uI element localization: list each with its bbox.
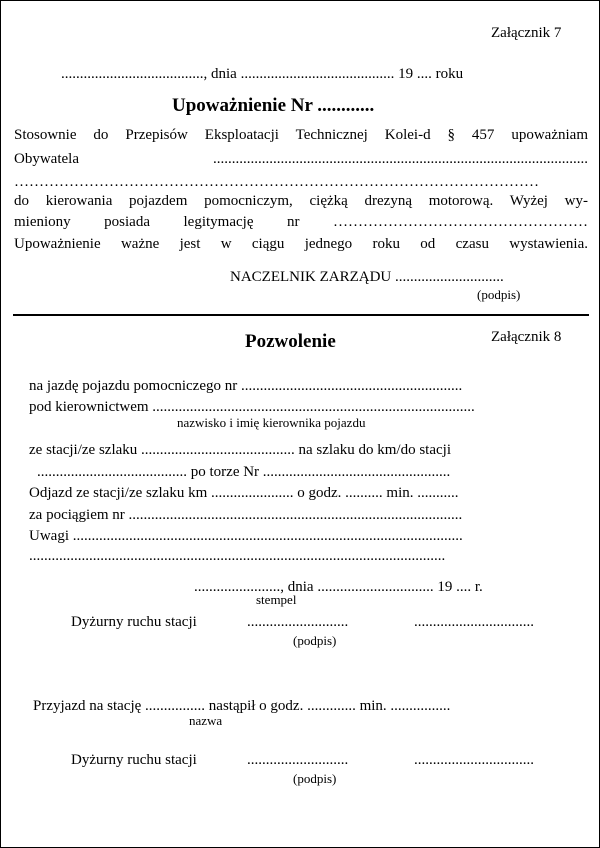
from-station-line: ze stacji/ze szlaku ......................................... na szlaku do km/do stacji xyxy=(29,442,451,458)
permit-date-line: ......................., dnia ............................... 19 .... r. xyxy=(194,579,483,595)
authorization-line-5: mieniony posiada legitymację nr …………………………………………… xyxy=(14,214,588,230)
date-line: ......................................, dnia ......................................... 19 .... roku xyxy=(61,66,464,82)
dispatcher-label-2: Dyżurny ruchu stacji xyxy=(71,752,197,768)
dispatcher2-dots-1: ........................... xyxy=(247,752,349,768)
attachment-8-label: Załącznik 8 xyxy=(491,329,562,345)
authorization-line-3: …………………………………………………………………………………………… xyxy=(14,174,539,190)
remarks-continuation-line: ............................................................................................................... xyxy=(29,548,446,564)
remarks-line: Uwagi ........................................................................................................ xyxy=(29,528,463,544)
signature-caption: (podpis) xyxy=(477,287,521,302)
authorization-line-6: Upoważnienie ważne jest w ciągu jednego roku od czasu wystawienia. xyxy=(14,236,588,252)
authorization-line-2: Obywatela .................................................................................................... xyxy=(14,151,588,167)
section-divider xyxy=(13,314,589,316)
director-signature-line: NACZELNIK ZARZĄDU ............................. xyxy=(230,269,504,285)
authorization-line-4: do kierowania pojazdem pomocniczym, ciężką drezyną motorową. Wyżej wy- xyxy=(14,193,588,209)
permit-title: Pozwolenie xyxy=(245,331,336,352)
authorization-title: Upoważnienie Nr ............ xyxy=(172,95,375,116)
dispatcher2-signature-caption: (podpis) xyxy=(293,771,337,786)
dispatcher2-dots-2: ................................ xyxy=(414,752,534,768)
track-line: ........................................ po torze Nr .................................................. xyxy=(37,464,451,480)
arrival-line: Przyjazd na stację ................ nastąpił o godz. ............. min. ................ xyxy=(33,698,451,714)
attachment-7-label: Załącznik 7 xyxy=(491,25,562,41)
supervisor-line: pod kierownictwem ...................................................................................... xyxy=(29,399,475,415)
dispatcher-dots-1: ........................... xyxy=(247,614,349,630)
dispatcher-signature-caption: (podpis) xyxy=(293,633,337,648)
train-line: za pociągiem nr ......................................................................................... xyxy=(29,507,463,523)
authorization-line-1: Stosownie do Przepisów Eksploatacji Technicznej Kolei-d § 457 upoważniam xyxy=(14,127,588,143)
supervisor-caption: nazwisko i imię kierownika pojazdu xyxy=(177,415,366,430)
station-name-caption: nazwa xyxy=(189,713,223,728)
departure-line: Odjazd ze stacji/ze szlaku km ...................... o godz. .......... min. ........... xyxy=(29,485,459,501)
vehicle-number-line: na jazdę pojazdu pomocniczego nr ........................................................... xyxy=(29,378,463,394)
dispatcher-dots-2: ................................ xyxy=(414,614,534,630)
stamp-caption: stempel xyxy=(256,592,297,607)
dispatcher-label: Dyżurny ruchu stacji xyxy=(71,614,197,630)
